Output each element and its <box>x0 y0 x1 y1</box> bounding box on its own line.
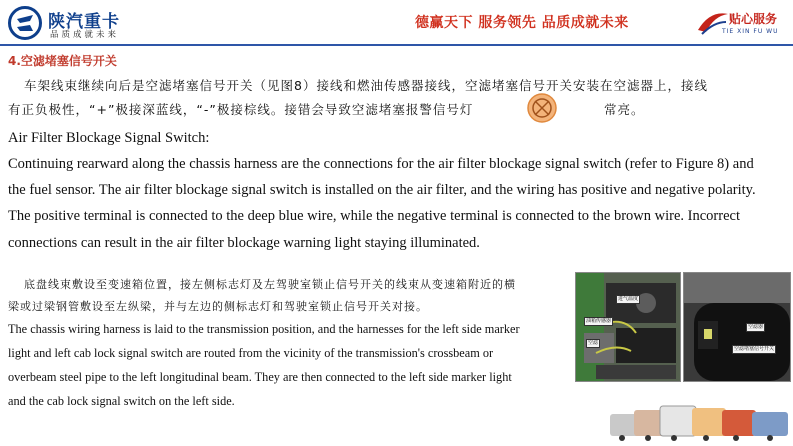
figure-photos <box>575 272 789 380</box>
zh-paragraph-line-2: 有正负极性，“+”极接深蓝线，“-”极接棕线。接错会导致空滤堵塞报警信号灯 <box>8 102 474 117</box>
header-divider <box>0 44 793 46</box>
en-paragraph-line-2: the fuel sensor. The air filter blockage signal switch is installed on the air filter, and the wiring has positive and negative polarity. <box>8 182 756 198</box>
photo-label-fuel-sensor: 油箱传感器 <box>586 318 612 324</box>
zh-section2-line-1: 底盘线束敷设至变速箱位置，接左侧标志灯及左驾驶室锁止信号开关的线束从变速箱附近的横 <box>24 278 516 291</box>
brand-subtitle: 品质成就未来 <box>50 30 120 40</box>
service-name: 贴心服务 <box>729 12 778 26</box>
en-paragraph-line-4: connections can result in the air filter blockage warning light staying illuminated. <box>8 235 480 251</box>
truck-lineup-image <box>610 400 790 442</box>
air-filter-photo-image <box>684 273 790 381</box>
slogan: 德赢天下 服务领先 品质成就未来 <box>415 15 629 31</box>
zh-section2-line-2: 梁或过梁钢管敷设至左纵梁，并与左边的侧标志灯和驾驶室锁止信号开关对接。 <box>8 300 428 313</box>
en-paragraph-line-1: Continuing rearward along the chassis harness are the connections for the air filter blockage signal switch (refer to Figure 8) and <box>8 156 754 172</box>
en-paragraph-line-3: The positive terminal is connected to the deep blue wire, while the negative terminal is connected to the brown wire. Incorrect <box>8 208 740 224</box>
photo-label-intake-temp: 进气温度 <box>618 296 639 302</box>
photo-chassis-left <box>575 272 681 382</box>
photo-label-air-cleaner: 空滤器 <box>748 324 764 330</box>
shacman-logo <box>8 6 158 40</box>
page-header <box>0 0 793 46</box>
zh-paragraph-line-2-end: 常亮。 <box>604 102 645 117</box>
en-section2-line-4: and the cab lock signal switch on the left side. <box>8 394 235 408</box>
en-section2-line-3: overbeam steel pipe to the left longitudinal beam. They are then connected to the left side marker light <box>8 370 512 384</box>
en-section2-line-2: light and left cab lock signal switch are routed from the vicinity of the transmission's crossbeam or <box>8 346 494 360</box>
chassis-photo-image <box>576 273 680 381</box>
photo-air-filter-right <box>683 272 791 382</box>
en-section2-line-1: The chassis wiring harness is laid to the transmission position, and the harnesses for the left side marker <box>8 322 520 336</box>
zh-paragraph-line-1: 车架线束继续向后是空滤堵塞信号开关（见图8）接线和燃油传感器接线，空滤堵塞信号开关安装在空滤器上，接线 <box>24 78 708 93</box>
brand-name: 陕汽重卡 <box>48 12 120 32</box>
photo-label-air-filter: 空滤 <box>588 340 599 346</box>
photo-label-blockage-switch: 空滤堵塞信号开关 <box>734 346 775 352</box>
shacman-emblem-icon <box>8 6 42 40</box>
warning-lamp-icon <box>526 92 558 124</box>
en-title: Air Filter Blockage Signal Switch: <box>8 130 210 146</box>
service-pinyin: TIE XIN FU WU <box>722 28 779 35</box>
section-heading: 4.空滤堵塞信号开关 <box>8 54 117 68</box>
